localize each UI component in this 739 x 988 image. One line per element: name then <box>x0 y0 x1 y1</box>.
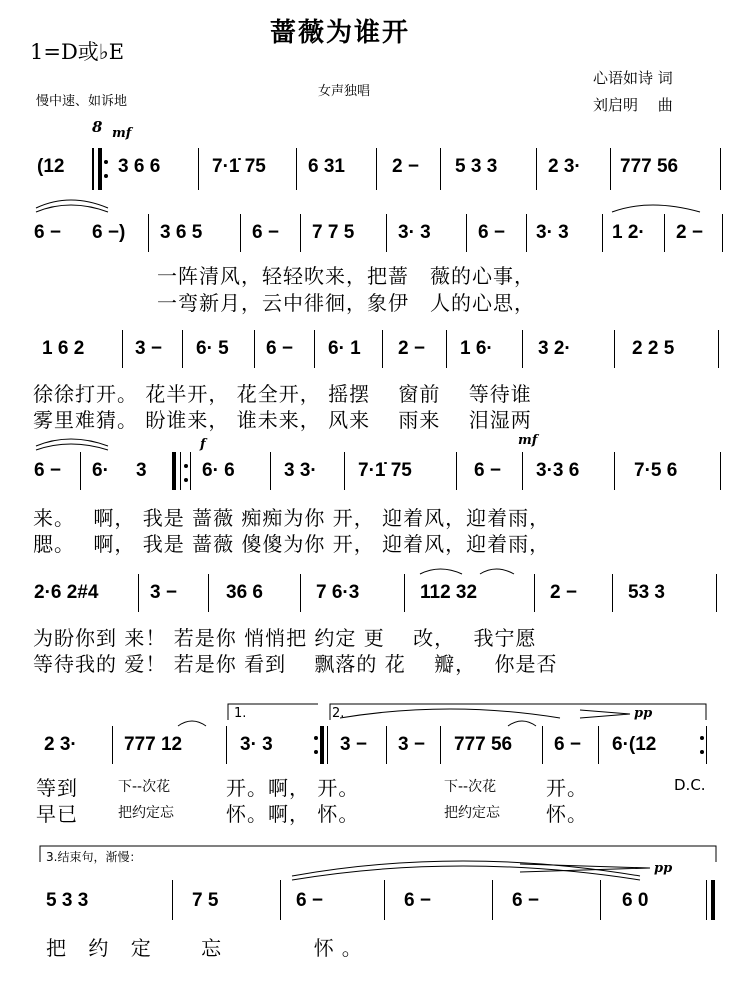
measure: 777 56 <box>620 156 679 177</box>
measure: 6 − <box>474 460 501 481</box>
lyric-verse-1: 为盼你到 来！ 若是你 悄悄把 约定 更 改， 我宁愿 <box>33 626 537 650</box>
tempo-marking: 慢中速、如诉地 <box>36 94 128 109</box>
lyric-verse-2: 雾里难猜。 盼谁来， 谁未来， 风来 雨来 泪湿两 <box>33 408 532 432</box>
measure: 7·1̇ 75 <box>358 460 412 481</box>
measure: 3 6 6 <box>118 156 161 177</box>
measure: 3· 3 <box>536 222 569 243</box>
dynamic-pp-1: pp <box>634 706 653 721</box>
measure: 2·6 2#4 <box>34 582 99 603</box>
dynamic-mf-1: mf <box>112 126 132 141</box>
measure: 6· <box>92 460 109 481</box>
measure: 6 − <box>404 890 431 911</box>
measure: 1 6 2 <box>42 338 85 359</box>
measure: 36 6 <box>226 582 263 603</box>
lyric-small: 把约定忘 <box>118 805 174 821</box>
measure: 6 − <box>554 734 581 755</box>
measure: 6 −) <box>92 222 126 243</box>
measure: 3 − <box>398 734 425 755</box>
measure: 6· 1 <box>328 338 361 359</box>
coda-label: 3.结束句，渐慢： <box>46 850 142 864</box>
measure: 2 − <box>676 222 703 243</box>
measure: 6 − <box>266 338 293 359</box>
measure: 2 3· <box>548 156 581 177</box>
measure: 6 − <box>296 890 323 911</box>
measure: 112 32 <box>420 582 478 603</box>
voice-type: 女声独唱 <box>318 84 371 99</box>
da-capo-mark: D.C. <box>674 776 706 794</box>
dynamic-pp-2: pp <box>654 861 673 876</box>
lyric-verse-1: 徐徐打开。 花半开， 花全开， 摇摆 窗前 等待谁 <box>33 382 532 406</box>
measure: 6 − <box>478 222 505 243</box>
measure: 2 2 5 <box>632 338 675 359</box>
measure: 3 2· <box>538 338 571 359</box>
lyric-verse-2: 等待我的 爱！ 若是你 看到 飘落的 花 瓣， 你是否 <box>33 652 558 676</box>
measure: 7 7 5 <box>312 222 355 243</box>
measure: 3 − <box>340 734 367 755</box>
measure: 7 5 <box>192 890 219 911</box>
measure: 3 − <box>150 582 177 603</box>
song-title: 蔷薇为谁开 <box>270 18 411 48</box>
lyric-verse-2: 腮。 啊， 我是 蔷薇 傻傻为你 开， 迎着风，迎着雨， <box>33 532 551 556</box>
measure: 7·5 6 <box>634 460 678 481</box>
measure: 7·1̇ 75 <box>212 156 266 177</box>
measure: 1 6· <box>460 338 493 359</box>
measure: 2 − <box>550 582 577 603</box>
ending-2-label: 2. <box>332 706 345 721</box>
dynamic-mf-2: mf <box>518 433 538 448</box>
measure: 53 3 <box>628 582 665 603</box>
measure: 6 − <box>512 890 539 911</box>
measure: 6 − <box>34 460 61 481</box>
lyric-verse-2: 早已 <box>36 802 78 826</box>
measure: 2 − <box>398 338 425 359</box>
measure: 6 − <box>34 222 61 243</box>
measure: 2 3· <box>44 734 77 755</box>
measure: 777 56 <box>454 734 513 755</box>
lyric-verse-1: 开。啊， 开。 <box>226 776 360 800</box>
measure: 5 3 3 <box>455 156 498 177</box>
measure: (12 <box>37 156 65 177</box>
dynamic-f: f <box>200 437 206 452</box>
measure: 6 − <box>252 222 279 243</box>
lyric-small: 下--次花 <box>444 779 497 795</box>
measure: 6 0 <box>622 890 649 911</box>
lyric-small: 下--次花 <box>118 779 171 795</box>
measure: 777 12 <box>124 734 183 755</box>
lyric-verse-2: 一弯新月，云中徘徊，象伊 人的心思， <box>157 291 535 315</box>
lyric-coda: 把 约 定 忘 怀。 <box>46 936 370 960</box>
lyric-verse-1: 等到 <box>36 776 78 800</box>
measure: 3·3 6 <box>536 460 580 481</box>
ending-1-label: 1. <box>234 706 247 721</box>
lyric-verse-1: 开。 <box>546 776 588 800</box>
measure: 3 <box>136 460 147 481</box>
key-signature: 1=D或♭E <box>30 40 125 64</box>
measure: 3 − <box>135 338 162 359</box>
lyricist: 心语如诗 词 <box>593 69 673 87</box>
lyric-verse-2: 怀。 <box>546 802 588 826</box>
measure: 6· 6 <box>202 460 235 481</box>
measure: 2 − <box>392 156 419 177</box>
measure: 6· 5 <box>196 338 229 359</box>
meter-mark: 8 <box>92 118 103 136</box>
lyric-small: 把约定忘 <box>444 805 500 821</box>
lyric-verse-1: 一阵清风，轻轻吹来，把蔷 薇的心事， <box>157 264 535 288</box>
measure: 3· 3 <box>398 222 431 243</box>
lyric-verse-1: 来。 啊， 我是 蔷薇 痴痴为你 开， 迎着风，迎着雨， <box>33 506 551 530</box>
measure: 1 2· <box>612 222 645 243</box>
lyric-verse-2: 怀。啊， 怀。 <box>226 802 360 826</box>
composer: 刘启明 曲 <box>593 96 673 114</box>
measure: 6 31 <box>308 156 345 177</box>
measure: 5 3 3 <box>46 890 89 911</box>
measure: 3· 3 <box>240 734 273 755</box>
measure: 6·(12 <box>612 734 657 755</box>
measure: 7 6·3 <box>316 582 360 603</box>
measure: 3 6 5 <box>160 222 203 243</box>
measure: 3 3· <box>284 460 317 481</box>
